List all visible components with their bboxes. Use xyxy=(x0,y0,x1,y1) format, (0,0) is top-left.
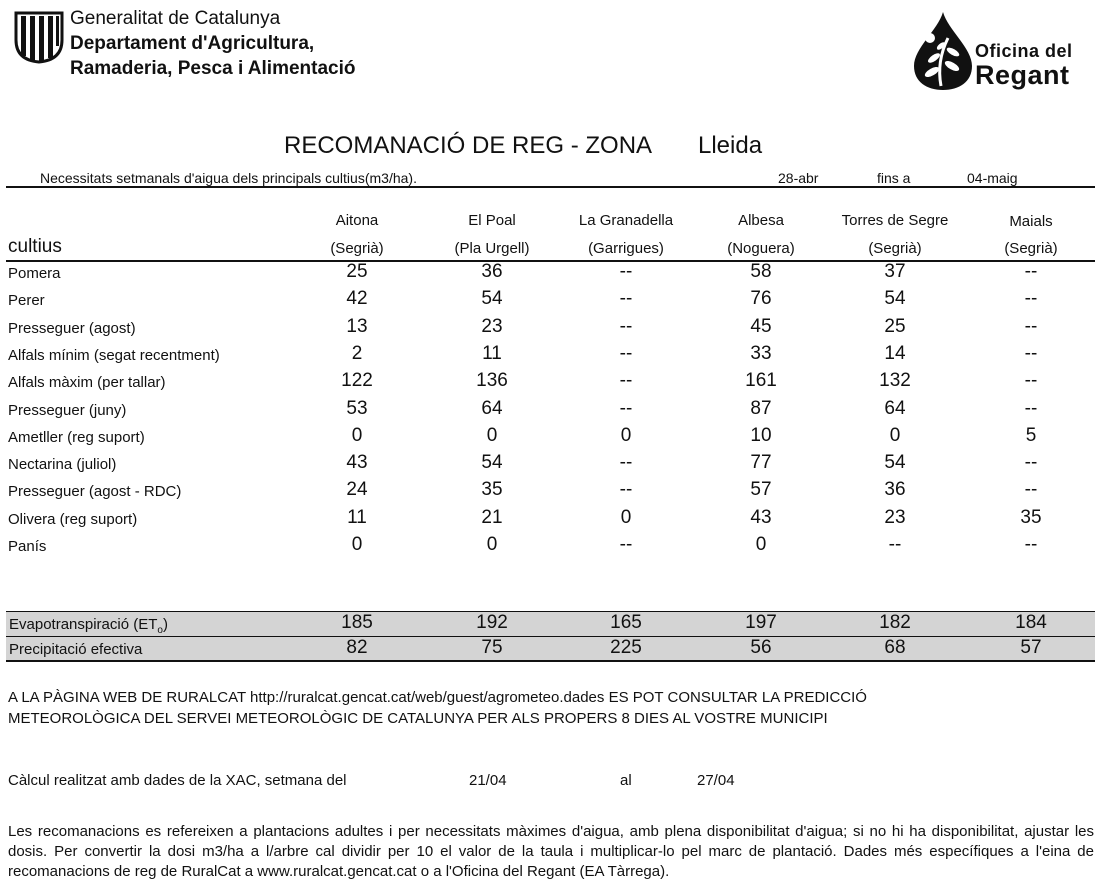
regant-line-1: Oficina del xyxy=(975,41,1073,61)
station-region: (Pla Urgell) xyxy=(454,240,530,257)
divider xyxy=(6,186,1095,188)
summary-value: 82 xyxy=(346,637,368,658)
water-need-value: 10 xyxy=(750,424,772,446)
crop-name: Alfals màxim (per tallar) xyxy=(8,374,166,392)
table-row xyxy=(0,315,1099,342)
table-row xyxy=(0,260,1099,287)
water-need-value: 45 xyxy=(750,315,772,337)
water-need-value: -- xyxy=(619,534,633,555)
water-need-value: 0 xyxy=(351,534,363,555)
table-row xyxy=(0,287,1099,314)
water-need-value: -- xyxy=(1024,479,1038,501)
water-need-value: 14 xyxy=(884,342,906,364)
water-need-value: 161 xyxy=(745,370,777,392)
calc-to: 27/04 xyxy=(697,772,735,789)
station-name: El Poal xyxy=(468,212,516,229)
table-row xyxy=(0,533,1099,560)
water-need-value: -- xyxy=(619,315,633,337)
fins-a-label: fins a xyxy=(877,170,911,186)
station-name: Aitona xyxy=(335,212,379,229)
et-label-suffix: ) xyxy=(162,616,168,633)
water-need-value: 0 xyxy=(620,506,632,528)
divider xyxy=(6,660,1095,662)
water-need-value: 136 xyxy=(476,370,508,392)
water-need-value: 0 xyxy=(620,424,632,446)
water-need-value: -- xyxy=(619,370,633,392)
date-to: 04-maig xyxy=(967,170,1018,186)
water-need-value: 23 xyxy=(481,315,503,337)
water-need-value: 25 xyxy=(346,261,368,282)
water-need-value: 37 xyxy=(884,261,906,282)
summary-label: Precipitació efectiva xyxy=(9,641,143,658)
water-need-value: -- xyxy=(619,452,633,474)
water-need-value: 33 xyxy=(750,342,772,364)
summary-value: 225 xyxy=(610,637,642,658)
water-need-value: 64 xyxy=(884,397,906,419)
water-need-value: -- xyxy=(619,288,633,310)
water-need-value: -- xyxy=(1024,315,1038,337)
summary-value: 185 xyxy=(341,612,373,633)
station-region: (Segrià) xyxy=(330,240,384,257)
water-need-value: 54 xyxy=(884,452,906,474)
subtitle-row xyxy=(6,168,1095,188)
water-need-value: 122 xyxy=(341,370,373,392)
page-title: RECOMANACIÓ DE REG - ZONA xyxy=(284,132,653,159)
water-need-value: 42 xyxy=(346,288,368,310)
water-need-value: 24 xyxy=(346,479,368,501)
organization-name xyxy=(70,6,355,81)
notice-line-2: METEOROLÒGICA DEL SERVEI METEOROLÒGIC DE CATALUNYA PER ALS PROPERS 8 DIES AL VOSTRE MUNICIPI xyxy=(8,710,828,727)
water-need-value: 57 xyxy=(750,479,772,501)
calc-al: al xyxy=(620,772,632,789)
water-need-value: -- xyxy=(1024,534,1038,555)
water-need-value: 35 xyxy=(1020,506,1042,528)
summary-label xyxy=(9,616,168,636)
et-subscript: o xyxy=(157,625,163,636)
water-need-value: 64 xyxy=(481,397,503,419)
water-need-value: 132 xyxy=(879,370,911,392)
water-need-value: 0 xyxy=(889,424,901,446)
water-need-value: 36 xyxy=(884,479,906,501)
crop-name: Presseguer (juny) xyxy=(8,401,127,419)
water-need-value: 53 xyxy=(346,397,368,419)
summary-value: 57 xyxy=(1020,637,1042,658)
water-need-value: 54 xyxy=(481,452,503,474)
water-need-value: 76 xyxy=(750,288,772,310)
station-region: (Segrià) xyxy=(1004,240,1058,257)
table-row xyxy=(0,369,1099,396)
table-row xyxy=(0,451,1099,478)
station-region: (Segrià) xyxy=(868,240,922,257)
water-need-value: 25 xyxy=(884,315,906,337)
station-name: Maials xyxy=(1009,213,1053,230)
notice-line-1: A LA PÀGINA WEB DE RURALCAT http://ruralcat.gencat.cat/web/guest/agrometeo.dades ES POT CONSULTAR LA PREDICCIÓ xyxy=(8,689,867,706)
crop-name: Alfals mínim (segat recentment) xyxy=(8,346,220,364)
regant-logo-text xyxy=(975,40,1073,89)
crop-name: Presseguer (agost) xyxy=(8,319,136,337)
summary-value: 197 xyxy=(745,612,777,633)
ruralcat-notice xyxy=(8,687,1093,729)
water-need-value: 43 xyxy=(750,506,772,528)
calc-label: Càlcul realitzat amb dades de la XAC, setmana del xyxy=(8,772,347,789)
crop-name: Pomera xyxy=(8,265,61,282)
zone-name: Lleida xyxy=(698,132,763,159)
water-need-value: -- xyxy=(619,397,633,419)
summary-value: 192 xyxy=(476,612,508,633)
water-need-value: 58 xyxy=(750,261,772,282)
water-need-value: 5 xyxy=(1025,424,1037,446)
station-name: La Granadella xyxy=(578,212,674,229)
water-need-value: -- xyxy=(1024,261,1038,282)
water-need-value: -- xyxy=(1024,370,1038,392)
table-row xyxy=(0,342,1099,369)
water-need-value: -- xyxy=(619,342,633,364)
summary-row-precip xyxy=(6,637,1095,662)
water-need-value: 13 xyxy=(346,315,368,337)
water-drop-leaf-icon xyxy=(908,8,978,92)
date-from: 28-abr xyxy=(778,170,819,186)
crop-name: Ametller (reg suport) xyxy=(8,428,145,446)
station-region: (Garrigues) xyxy=(588,240,664,257)
regant-line-2: Regant xyxy=(975,60,1070,90)
summary-value: 75 xyxy=(481,637,503,658)
footnote: Les recomanacions es refereixen a plantacions adultes i per necessitats màximes d'aigua, amb plena disponibilitat d'aigua; si no hi ha disponibilitat, ajustar les dosis. Per convertir la dosi m3/ha a l/arbre cal dividir per 10 el valor de la taula i multiplicar-lo pel marc de plantació. Dades més específiques a l'eina de recomanacions de reg de RuralCat a www.ruralcat.gencat.cat o a l'Oficina del Regant (EA Tàrrega). xyxy=(8,823,1094,880)
crop-name: Presseguer (agost - RDC) xyxy=(8,483,182,501)
table-row xyxy=(0,424,1099,451)
water-need-value: -- xyxy=(1024,397,1038,419)
water-need-value: 23 xyxy=(884,506,906,528)
water-need-value: 36 xyxy=(481,261,503,282)
org-line-2: Departament d'Agricultura, xyxy=(70,33,315,54)
crop-name: Panís xyxy=(8,538,47,555)
calc-from: 21/04 xyxy=(469,772,507,789)
water-need-value: 11 xyxy=(347,506,367,528)
crop-name: Perer xyxy=(8,292,45,310)
cultius-header: cultius xyxy=(8,236,62,257)
table-row xyxy=(0,506,1099,533)
summary-value: 184 xyxy=(1015,612,1047,633)
water-need-value: 87 xyxy=(750,397,772,419)
crop-name: Olivera (reg suport) xyxy=(8,510,138,528)
water-need-value: -- xyxy=(619,479,633,501)
org-line-3: Ramaderia, Pesca i Alimentació xyxy=(70,58,356,79)
water-need-value: 35 xyxy=(481,479,503,501)
water-need-value: 0 xyxy=(486,424,498,446)
water-need-value: -- xyxy=(1024,288,1038,310)
summary-value: 182 xyxy=(879,612,911,633)
summary-value: 56 xyxy=(750,637,772,658)
summary-value: 68 xyxy=(884,637,906,658)
station-region: (Noguera) xyxy=(727,240,795,257)
water-need-value: 0 xyxy=(486,534,498,555)
water-need-value: 54 xyxy=(481,288,503,310)
crop-name: Nectarina (juliol) xyxy=(8,456,117,474)
water-need-value: 54 xyxy=(884,288,906,310)
summary-row-et xyxy=(6,612,1095,637)
station-name: Albesa xyxy=(738,212,784,229)
water-need-value: 43 xyxy=(346,452,368,474)
water-need-value: -- xyxy=(1024,452,1038,474)
water-need-value: -- xyxy=(619,261,633,282)
subtitle: Necessitats setmanals d'aigua dels principals cultius(m3/ha). xyxy=(40,170,417,186)
generalitat-logo-icon xyxy=(12,10,66,64)
water-need-value: 0 xyxy=(755,534,767,555)
water-need-value: 77 xyxy=(750,452,772,474)
calc-row xyxy=(0,772,1099,794)
org-line-1: Generalitat de Catalunya xyxy=(70,8,281,29)
table-row xyxy=(0,478,1099,505)
table-row xyxy=(0,397,1099,424)
water-need-value: 2 xyxy=(351,342,363,364)
water-need-value: 11 xyxy=(482,342,502,364)
water-need-value: -- xyxy=(888,534,902,555)
summary-value: 165 xyxy=(610,612,642,633)
et-label: Evapotranspiració (ET xyxy=(9,616,158,633)
station-name: Torres de Segre xyxy=(841,212,949,229)
water-need-value: 0 xyxy=(351,424,363,446)
water-need-value: -- xyxy=(1024,342,1038,364)
water-need-value: 21 xyxy=(481,506,503,528)
